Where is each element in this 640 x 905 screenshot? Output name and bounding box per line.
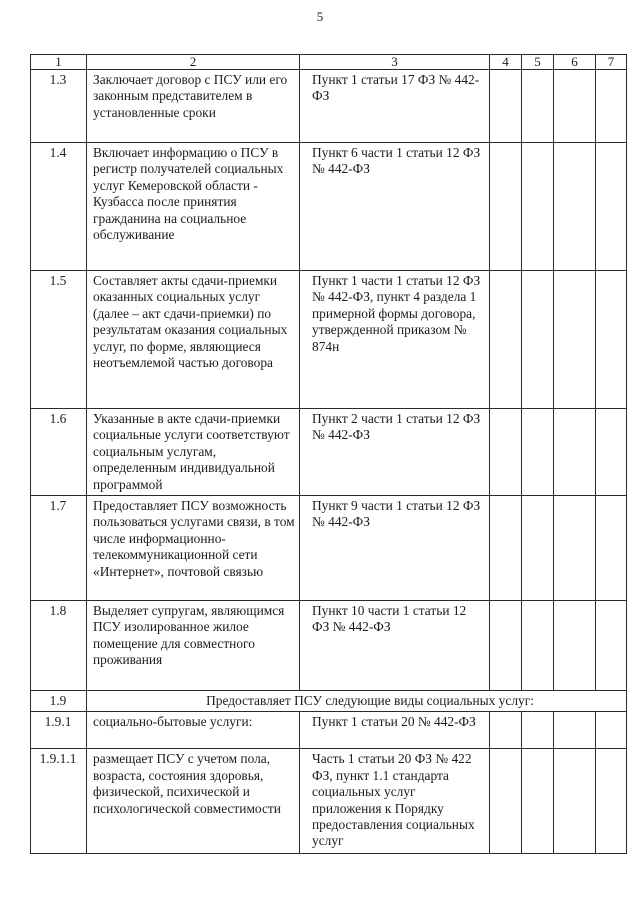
empty-cell bbox=[490, 601, 522, 691]
legal-basis: Пункт 1 части 1 статьи 12 ФЗ № 442-ФЗ, пункт 4 раздела 1 примерной формы договора, утвержденной приказом № 874н bbox=[300, 271, 490, 409]
empty-cell bbox=[522, 70, 554, 143]
empty-cell bbox=[490, 409, 522, 496]
inspection-table bbox=[30, 54, 627, 854]
empty-cell bbox=[522, 409, 554, 496]
empty-cell bbox=[490, 143, 522, 271]
empty-cell bbox=[554, 712, 596, 749]
table-row bbox=[31, 143, 627, 271]
table-row bbox=[31, 271, 627, 409]
column-header: 4 bbox=[490, 55, 522, 70]
table-row bbox=[31, 70, 627, 143]
empty-cell bbox=[596, 70, 627, 143]
empty-cell bbox=[522, 496, 554, 601]
requirement-text: Выделяет супругам, являющимся ПСУ изолированное жилое помещение для совместного проживания bbox=[87, 601, 300, 691]
empty-cell bbox=[490, 749, 522, 854]
empty-cell bbox=[554, 70, 596, 143]
table-row bbox=[31, 749, 627, 854]
table-row bbox=[31, 712, 627, 749]
legal-basis: Пункт 2 части 1 статьи 12 ФЗ № 442-ФЗ bbox=[300, 409, 490, 496]
column-header: 3 bbox=[300, 55, 490, 70]
empty-cell bbox=[490, 712, 522, 749]
empty-cell bbox=[490, 496, 522, 601]
requirement-text: Составляет акты сдачи-приемки оказанных социальных услуг (далее – акт сдачи-приемки) по результатам оказания социальных услуг, по форме, являющиеся неотъемлемой частью договора bbox=[87, 271, 300, 409]
empty-cell bbox=[490, 271, 522, 409]
row-number: 1.7 bbox=[31, 496, 87, 601]
requirement-text: Предоставляет ПСУ возможность пользоваться услугами связи, в том числе информационно-телекоммуникационной сети «Интернет», почтовой связью bbox=[87, 496, 300, 601]
table-row bbox=[31, 409, 627, 496]
empty-cell bbox=[522, 749, 554, 854]
legal-basis: Пункт 1 статьи 20 № 442-ФЗ bbox=[300, 712, 490, 749]
empty-cell bbox=[554, 143, 596, 271]
column-header: 6 bbox=[554, 55, 596, 70]
row-number: 1.9.1 bbox=[31, 712, 87, 749]
requirement-text: Заключает договор с ПСУ или его законным представителем в установленные сроки bbox=[87, 70, 300, 143]
row-number: 1.8 bbox=[31, 601, 87, 691]
empty-cell bbox=[554, 409, 596, 496]
row-number: 1.6 bbox=[31, 409, 87, 496]
empty-cell bbox=[522, 712, 554, 749]
empty-cell bbox=[490, 70, 522, 143]
header-row bbox=[31, 55, 627, 70]
empty-cell bbox=[596, 749, 627, 854]
empty-cell bbox=[554, 496, 596, 601]
empty-cell bbox=[554, 271, 596, 409]
empty-cell bbox=[522, 601, 554, 691]
empty-cell bbox=[522, 271, 554, 409]
legal-basis: Пункт 10 части 1 статьи 12 ФЗ № 442-ФЗ bbox=[300, 601, 490, 691]
column-header: 1 bbox=[31, 55, 87, 70]
legal-basis: Пункт 1 статьи 17 ФЗ № 442-ФЗ bbox=[300, 70, 490, 143]
requirement-text: Указанные в акте сдачи-приемки социальные услуги соответствуют социальным услугам, определенным индивидуальной программой bbox=[87, 409, 300, 496]
row-number: 1.4 bbox=[31, 143, 87, 271]
empty-cell bbox=[596, 409, 627, 496]
page-number: 5 bbox=[316, 9, 324, 24]
empty-cell bbox=[522, 143, 554, 271]
column-header: 5 bbox=[522, 55, 554, 70]
row-number: 1.3 bbox=[31, 70, 87, 143]
requirement-text: Включает информацию о ПСУ в регистр получателей социальных услуг Кемеровской области - Кузбасса после принятия гражданина на социальное обслуживание bbox=[87, 143, 300, 271]
table-row bbox=[31, 601, 627, 691]
requirement-text: социально-бытовые услуги: bbox=[87, 712, 300, 749]
empty-cell bbox=[596, 496, 627, 601]
empty-cell bbox=[596, 271, 627, 409]
empty-cell bbox=[554, 601, 596, 691]
column-header: 7 bbox=[596, 55, 627, 70]
section-row bbox=[31, 691, 627, 712]
empty-cell bbox=[554, 749, 596, 854]
empty-cell bbox=[596, 601, 627, 691]
legal-basis: Пункт 9 части 1 статьи 12 ФЗ № 442-ФЗ bbox=[300, 496, 490, 601]
row-number: 1.9.1.1 bbox=[31, 749, 87, 854]
empty-cell bbox=[596, 712, 627, 749]
requirement-text: размещает ПСУ с учетом пола, возраста, состояния здоровья, физической, психической и психологической совместимости bbox=[87, 749, 300, 854]
table-row bbox=[31, 496, 627, 601]
legal-basis: Часть 1 статьи 20 ФЗ № 422 ФЗ, пункт 1.1 стандарта социальных услуг приложения к Порядку предоставления социальных услуг bbox=[300, 749, 490, 854]
row-number: 1.9 bbox=[31, 691, 87, 712]
legal-basis: Пункт 6 части 1 статьи 12 ФЗ № 442-ФЗ bbox=[300, 143, 490, 271]
row-number: 1.5 bbox=[31, 271, 87, 409]
section-title: Предоставляет ПСУ следующие виды социальных услуг: bbox=[87, 691, 627, 712]
empty-cell bbox=[596, 143, 627, 271]
column-header: 2 bbox=[87, 55, 300, 70]
